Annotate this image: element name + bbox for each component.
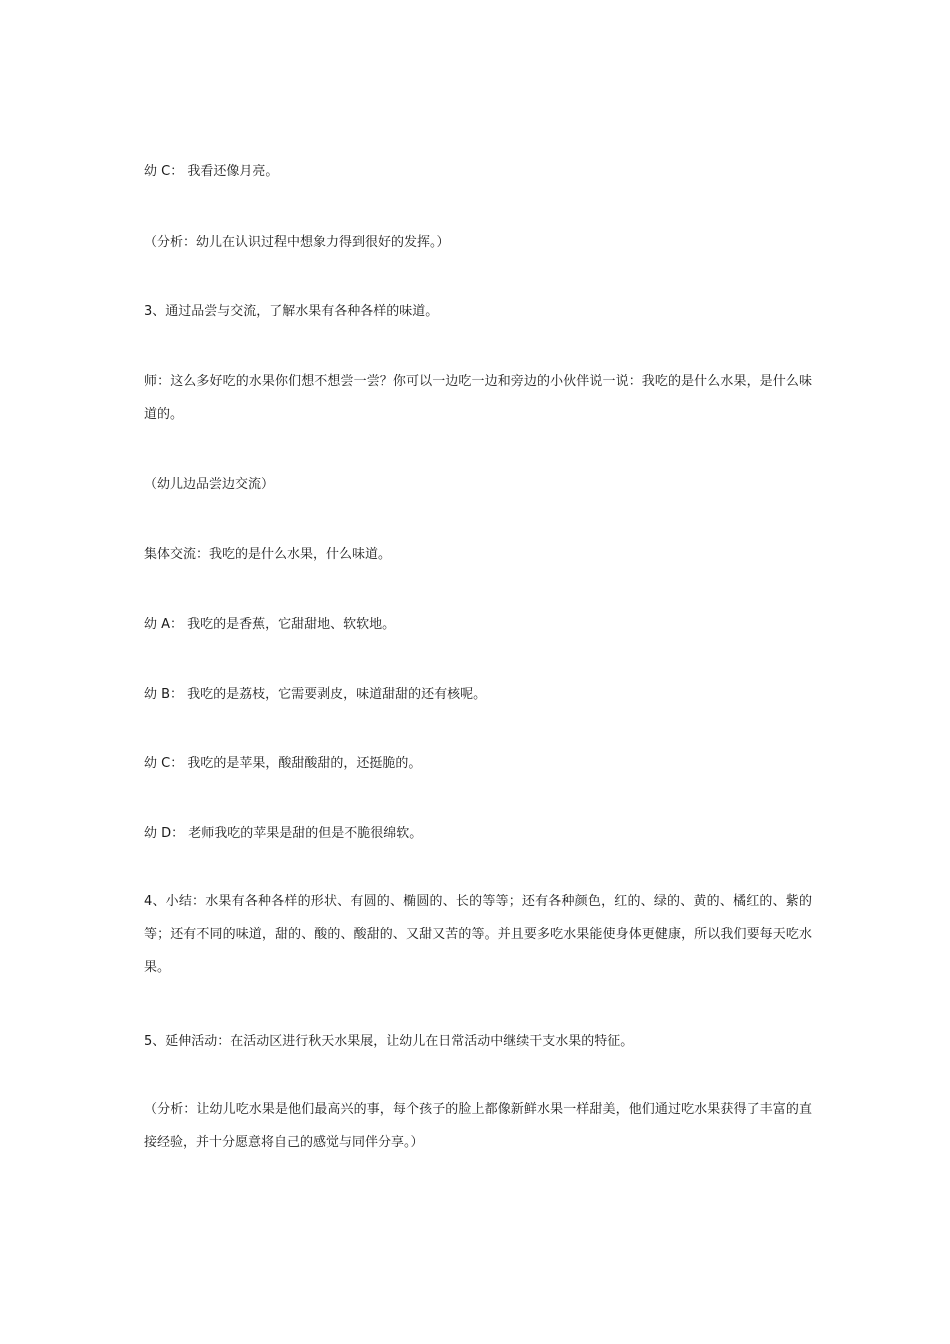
paragraph-group-exchange: 集体交流：我吃的是什么水果，什么味道。 [144, 547, 392, 562]
paragraph-child-a: 幼 A： 我吃的是香蕉，它甜甜地、软软地。 [144, 617, 396, 632]
paragraph-child-d: 幼 D： 老师我吃的苹果是甜的但是不脆很绵软。 [144, 826, 423, 841]
paragraph-child-c-apple: 幼 C： 我吃的是苹果，酸甜酸甜的，还挺脆的。 [144, 756, 422, 771]
paragraph-child-b: 幼 B： 我吃的是荔枝，它需要剥皮，味道甜甜的还有核呢。 [144, 687, 487, 702]
paragraph-step-4-summary: 4、小结：水果有各种各样的形状、有圆的、椭圆的、长的等等；还有各种颜色，红的、绿的、黄的、橘红的、紫的等；还有不同的味道，甜的、酸的、酸甜的、又甜又苦的等。并且要多吃水果能使身体更健康，所以我们要每天吃水果。 [144, 894, 812, 975]
paragraph-analysis-sharing: （分析：让幼儿吃水果是他们最高兴的事，每个孩子的脸上都像新鲜水果一样甜美，他们通过吃水果获得了丰富的直接经验，并十分愿意将自己的感觉与同伴分享。） [144, 1102, 812, 1150]
paragraph-analysis-imagination: （分析：幼儿在认识过程中想象力得到很好的发挥。） [144, 235, 450, 250]
paragraph-step-3-heading: 3、通过品尝与交流，了解水果有各种各样的味道。 [144, 304, 439, 319]
paragraph-child-c-moon: 幼 C： 我看还像月亮。 [144, 164, 279, 179]
paragraph-teacher-question: 师：这么多好吃的水果你们想不想尝一尝？你可以一边吃一边和旁边的小伙伴说一说：我吃的是什么水果，是什么味道的。 [144, 374, 812, 422]
paragraph-step-5-extension: 5、延伸活动：在活动区进行秋天水果展，让幼儿在日常活动中继续干支水果的特征。 [144, 1034, 634, 1049]
paragraph-children-tasting: （幼儿边品尝边交流） [144, 477, 275, 492]
